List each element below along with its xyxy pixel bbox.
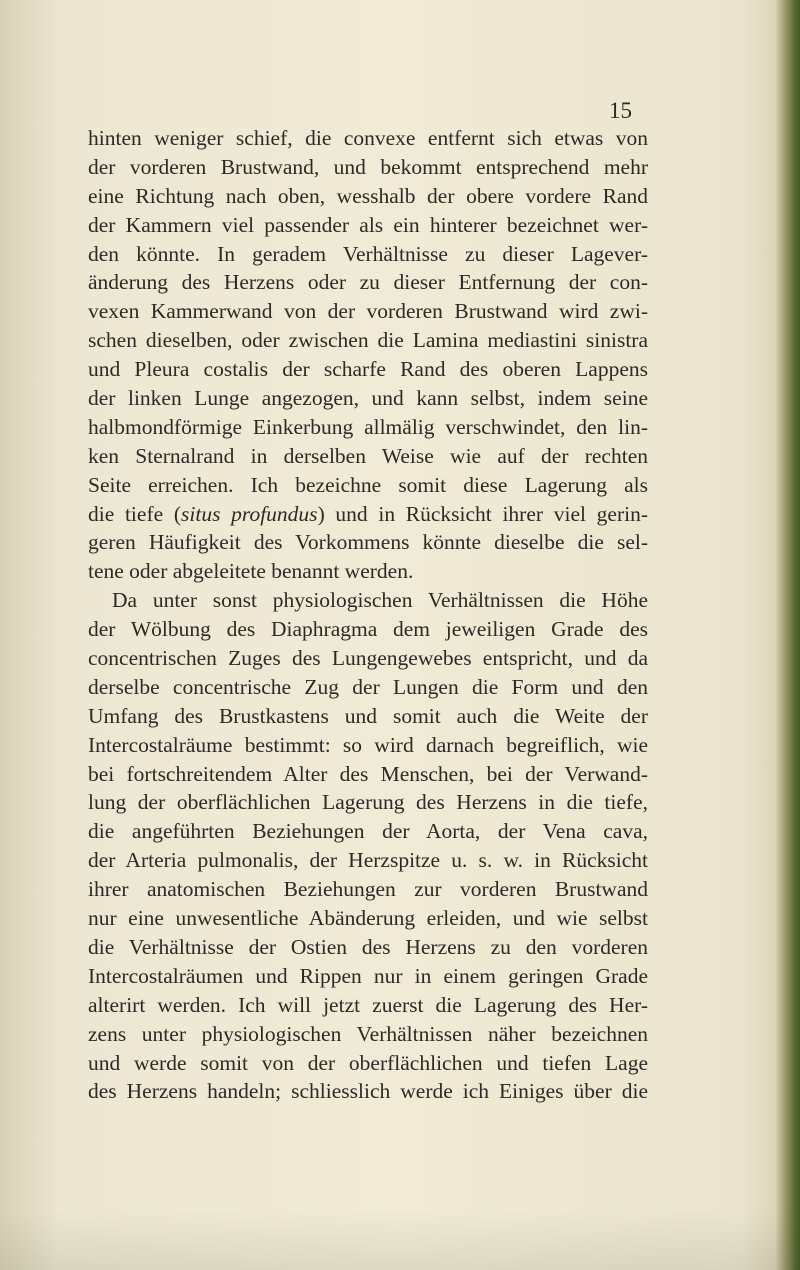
text-line: alterirt werden. Ich will jetzt zuerst die Lagerung des Her-	[88, 992, 648, 1017]
text-line: und Pleura costalis der scharfe Rand des oberen Lappens	[88, 357, 648, 382]
text-line: derselbe concentrische Zug der Lungen die Form und den	[88, 674, 648, 699]
text-line: der Kammern viel passender als ein hinterer bezeichnet wer-	[88, 212, 648, 237]
italic-term: situs profundus	[181, 501, 318, 526]
text-line: vexen Kammerwand von der vorderen Brustwand wird zwi-	[88, 299, 648, 324]
text-line: eine Richtung nach oben, wesshalb der obere vordere Rand	[88, 183, 648, 208]
text-segment: die tiefe (	[88, 501, 182, 526]
text-line: halbmondförmige Einkerbung allmälig verschwindet, den lin-	[88, 414, 648, 439]
text-line: hinten weniger schief, die convexe entfernt sich etwas von	[88, 126, 648, 150]
text-line: und werde somit von der oberflächlichen und tiefen Lage	[88, 1050, 648, 1075]
text-line: Umfang des Brustkastens und somit auch die Weite der	[88, 703, 648, 728]
text-line: concentrischen Zuges des Lungengewebes entspricht, und da	[88, 646, 648, 671]
text-line-with-italic	[88, 500, 648, 529]
paragraph-start-line: Da unter sonst physiologischen Verhältnissen die Höhe	[112, 588, 648, 613]
text-line: die angeführten Beziehungen der Aorta, der Vena cava,	[88, 819, 648, 844]
text-line: ihrer anatomischen Beziehungen zur vorderen Brustwand	[88, 877, 648, 902]
text-line: nur eine unwesentliche Abänderung erleiden, und wie selbst	[88, 906, 648, 931]
text-line: Intercostalräumen und Rippen nur in einem geringen Grade	[88, 963, 648, 988]
text-line: Seite erreichen. Ich bezeichne somit diese Lagerung als	[88, 472, 648, 497]
text-line: der linken Lunge angezogen, und kann selbst, indem seine	[88, 386, 648, 411]
text-line: bei fortschreitendem Alter des Menschen, bei der Verwand-	[88, 761, 648, 786]
text-line: geren Häufigkeit des Vorkommens könnte dieselbe die sel-	[88, 530, 648, 555]
text-segment: ) und in Rücksicht ihrer viel gerin-	[317, 501, 649, 526]
page-number: 15	[609, 98, 632, 123]
text-line: änderung des Herzens oder zu dieser Entfernung der con-	[88, 270, 648, 295]
text-line: zens unter physiologischen Verhältnissen näher bezeichnen	[88, 1021, 648, 1046]
page-shadow	[0, 1210, 800, 1270]
text-line: schen dieselben, oder zwischen die Lamina mediastini sinistra	[88, 328, 648, 353]
text-line: die Verhältnisse der Ostien des Herzens zu den vorderen	[88, 934, 648, 959]
text-line: den könnte. In geradem Verhältnisse zu dieser Lagever-	[88, 241, 648, 266]
text-line: lung der oberflächlichen Lagerung des Herzens in die tiefe,	[88, 790, 648, 815]
text-line: ken Sternalrand in derselben Weise wie auf der rechten	[88, 443, 648, 468]
text-line: Intercostalräume bestimmt: so wird darnach begreiflich, wie	[88, 732, 648, 757]
text-line: der Arteria pulmonalis, der Herzspitze u. s. w. in Rücksicht	[88, 848, 648, 873]
text-line: der vorderen Brustwand, und bekommt entsprechend mehr	[88, 154, 648, 179]
text-line: der Wölbung des Diaphragma dem jeweiligen Grade des	[88, 617, 648, 642]
text-line: des Herzens handeln; schliesslich werde ich Einiges über die	[88, 1079, 648, 1104]
text-line: tene oder abgeleitete benannt werden.	[88, 559, 414, 584]
body-text	[88, 124, 648, 1106]
